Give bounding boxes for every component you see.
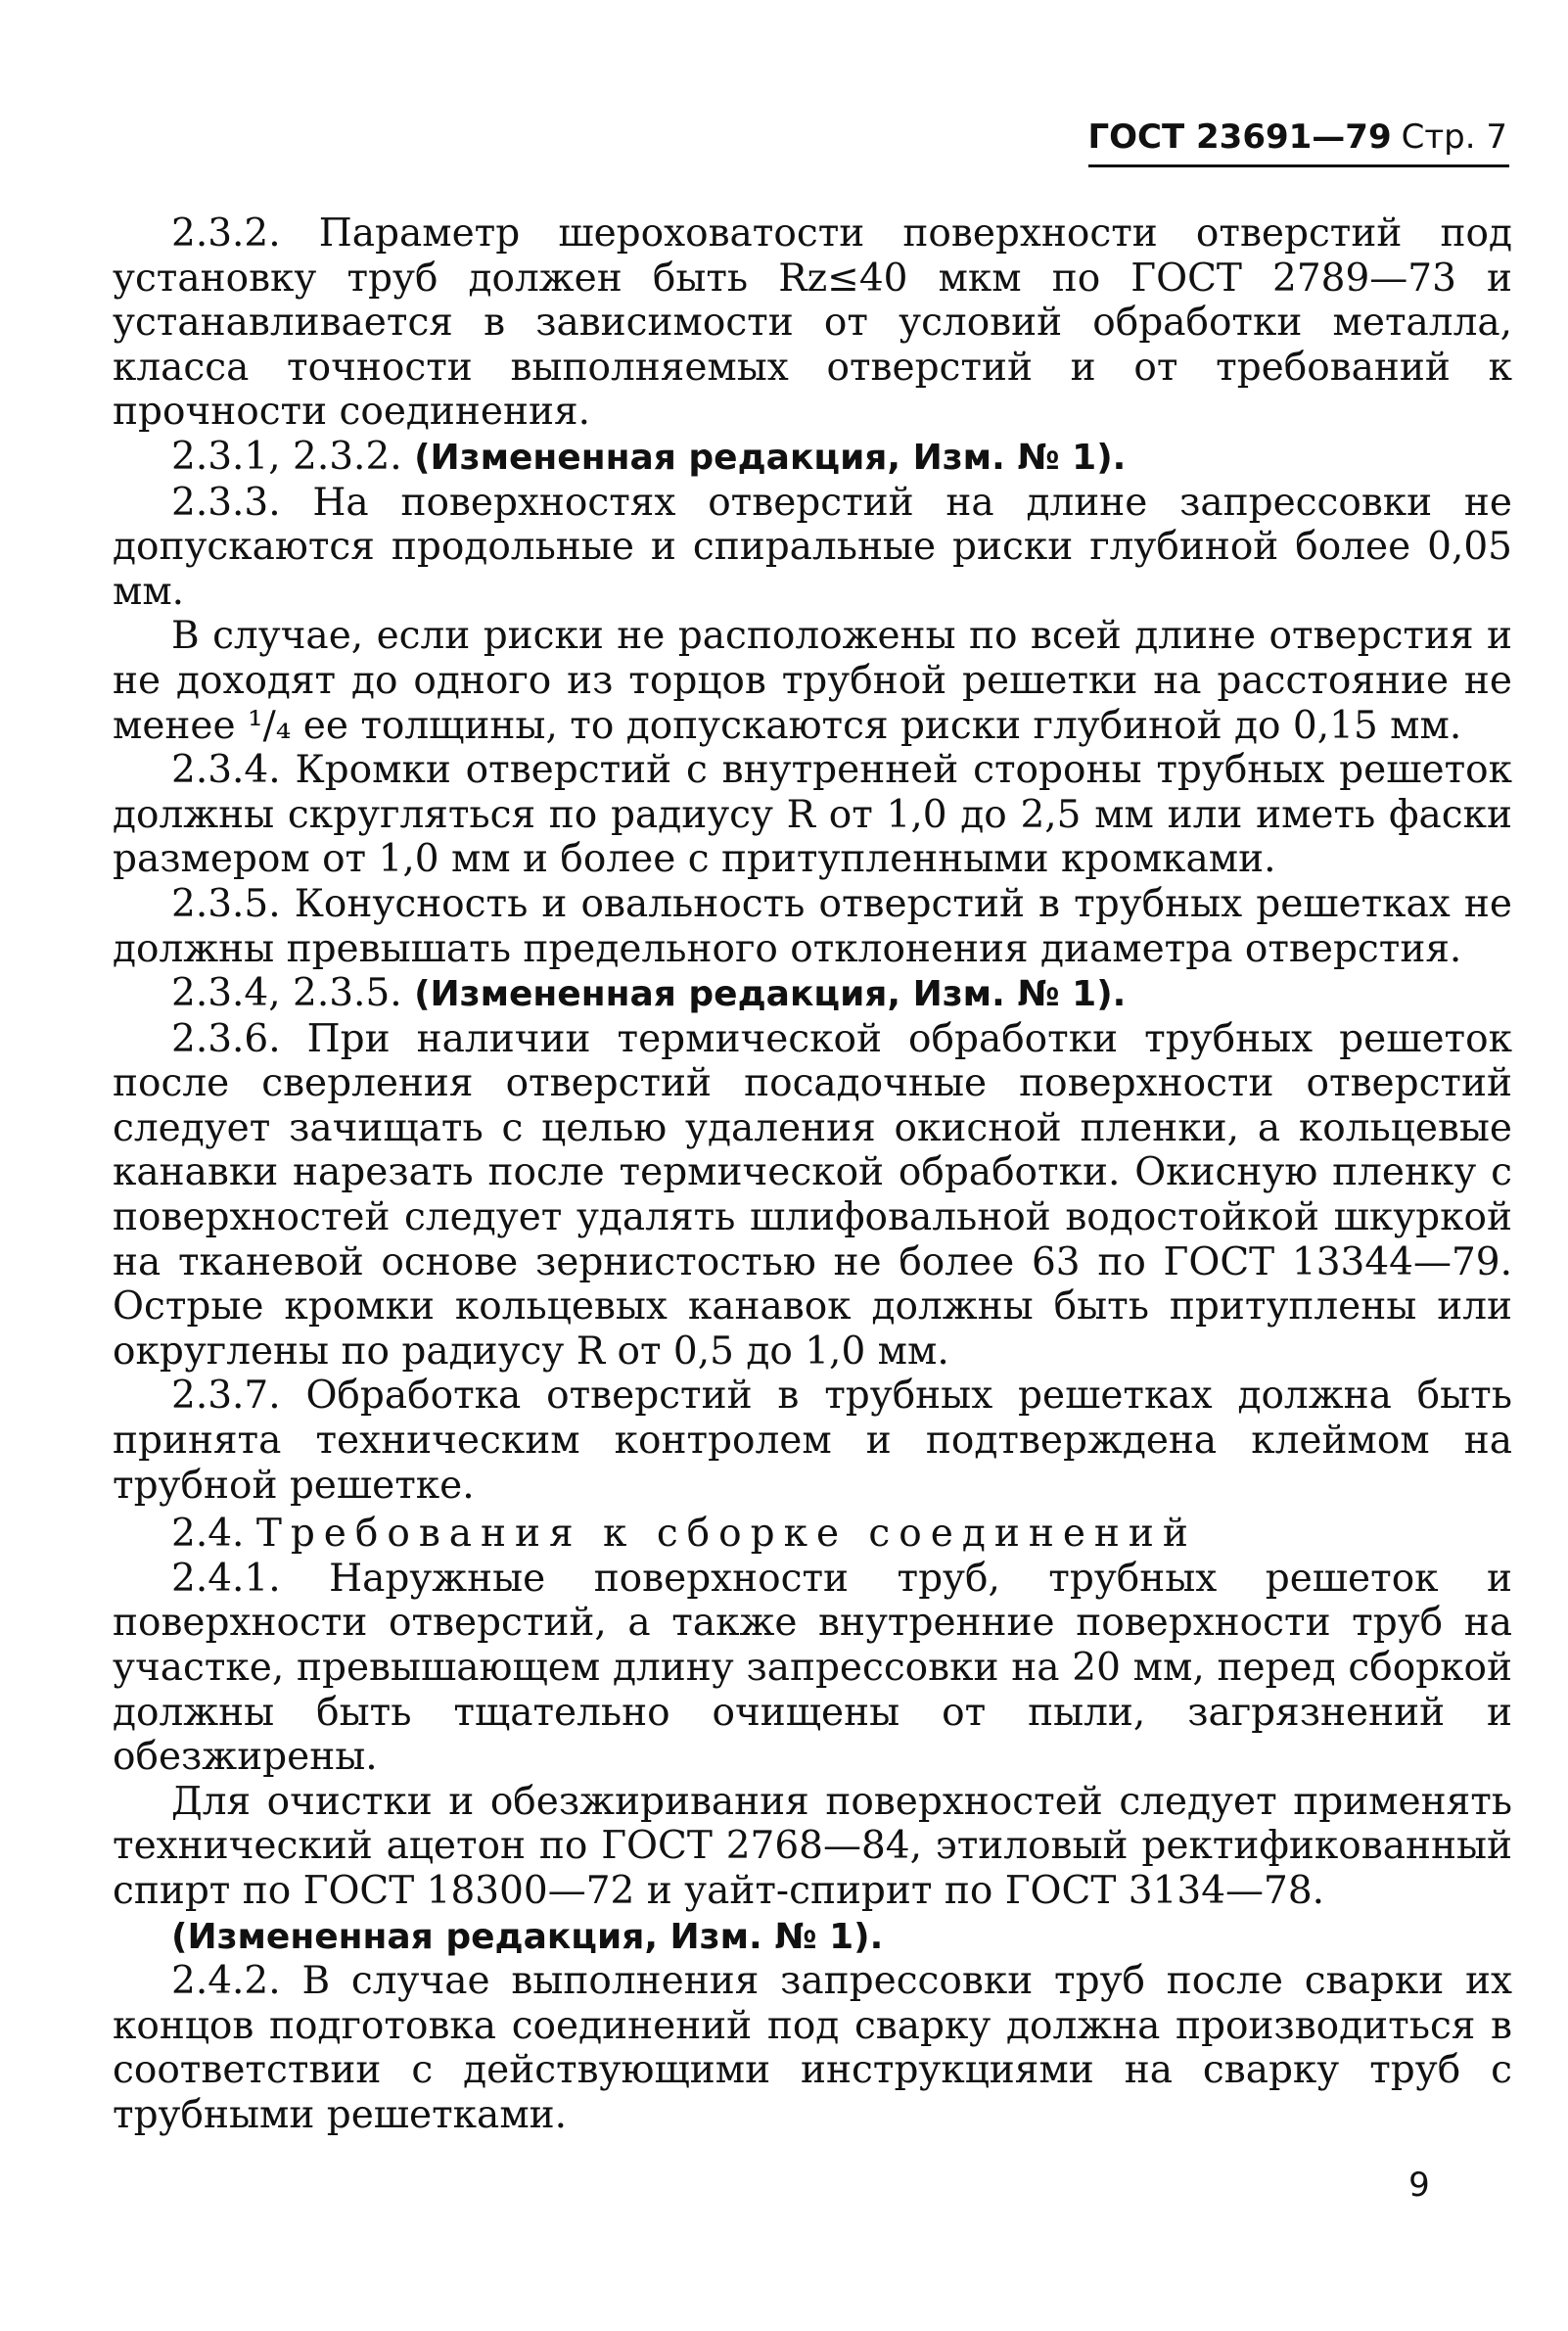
paragraph-2-3-3-continued: В случае, если риски не расположены по всей длине отверстия и не доходят до одного из торцов трубной решетки на расстояние не менее ¹/₄ ее толщины, то допускаются риски глубиной до 0,15 мм.: [113, 614, 1512, 748]
paragraph-2-3-6: 2.3.6. При наличии термической обработки трубных решеток после сверления отверстий посадочные поверхности отверстий следует зачищать с целью удаления окисной пленки, а кольцевые канавки нарезать после термической обработки. Окисную пленку с поверхностей следует удалять шлифовальной водостойкой шкуркой на тканевой основе зернистостью не более 63 по ГОСТ 13344—79. Острые кромки кольцевых канавок должны быть притуплены или округлены по радиусу R от 0,5 до 1,0 мм.: [113, 1016, 1512, 1374]
header-rule: [1088, 164, 1509, 167]
paragraph-2-3-5: 2.3.5. Конусность и овальность отверстий в трубных решетках не должны превышать предельного отклонения диаметра отверстия.: [113, 881, 1512, 971]
paragraph-2-4-1: 2.4.1. Наружные поверхности труб, трубных решеток и поверхности отверстий, а также внутренние поверхности труб на участке, превышающем длину запрессовки на 20 мм, перед сборкой должны быть тщательно очищены от пыли, загрязнений и обезжирены.: [113, 1556, 1512, 1780]
page-header: [1057, 117, 1507, 157]
paragraph-2-3-2: 2.3.2. Параметр шероховатости поверхности отверстий под установку труб должен быть Rz≤40 мкм по ГОСТ 2789—73 и устанавливается в зависимости от условий обработки металла, класса точности выполняемых отверстий и от требований к прочности соединения.: [113, 211, 1512, 435]
page-label: Стр. 7: [1401, 117, 1507, 157]
amendment-text: (Измененная редакция, Изм. № 1).: [414, 437, 1127, 478]
paragraph-2-3-3: 2.3.3. На поверхностях отверстий на длине запрессовки не допускаются продольные и спиральные риски глубиной более 0,05 мм.: [113, 480, 1512, 614]
amendment-note-2-3-4: [113, 971, 1512, 1017]
amendment-ref: 2.3.1, 2.3.2.: [171, 434, 402, 479]
paragraph-2-3-4: 2.3.4. Кромки отверстий с внутренней стороны трубных решеток должны скругляться по радиусу R от 1,0 до 2,5 мм или иметь фаски размером от 1,0 мм и более с притупленными кромками.: [113, 748, 1512, 882]
section-heading-2-4: [113, 1512, 1512, 1557]
amendment-note-2-3-1: [113, 435, 1512, 481]
document-code: ГОСТ 23691—79: [1087, 117, 1392, 157]
amendment-text: (Измененная редакция, Изм. № 1).: [414, 974, 1127, 1015]
amendment-text: (Измененная редакция, Изм. № 1).: [171, 1916, 884, 1957]
paragraph-2-4-1-continued: Для очистки и обезжиривания поверхностей следует применять технический ацетон по ГОСТ 2768—84, этиловый ректификованный спирт по ГОСТ 18300—72 и уайт-спирит по ГОСТ 3134—78.: [113, 1779, 1512, 1913]
section-title: Требования к сборке соединений: [255, 1512, 1197, 1557]
amendment-note-2-4-1: [113, 1914, 1512, 1960]
paragraph-2-3-7: 2.3.7. Обработка отверстий в трубных решетках должна быть принята техническим контролем и подтверждена клеймом на трубной решетке.: [113, 1374, 1512, 1508]
amendment-ref: 2.3.4, 2.3.5.: [171, 971, 402, 1016]
paragraph-2-4-2: 2.4.2. В случае выполнения запрессовки труб после сварки их концов подготовка соединений под сварку должна производиться в соответствии с действующими инструкциями на сварку труб с трубными решетками.: [113, 1959, 1512, 2137]
page-number: 9: [1408, 2166, 1430, 2205]
document-body: [113, 211, 1512, 2138]
section-number: 2.4.: [171, 1512, 245, 1557]
